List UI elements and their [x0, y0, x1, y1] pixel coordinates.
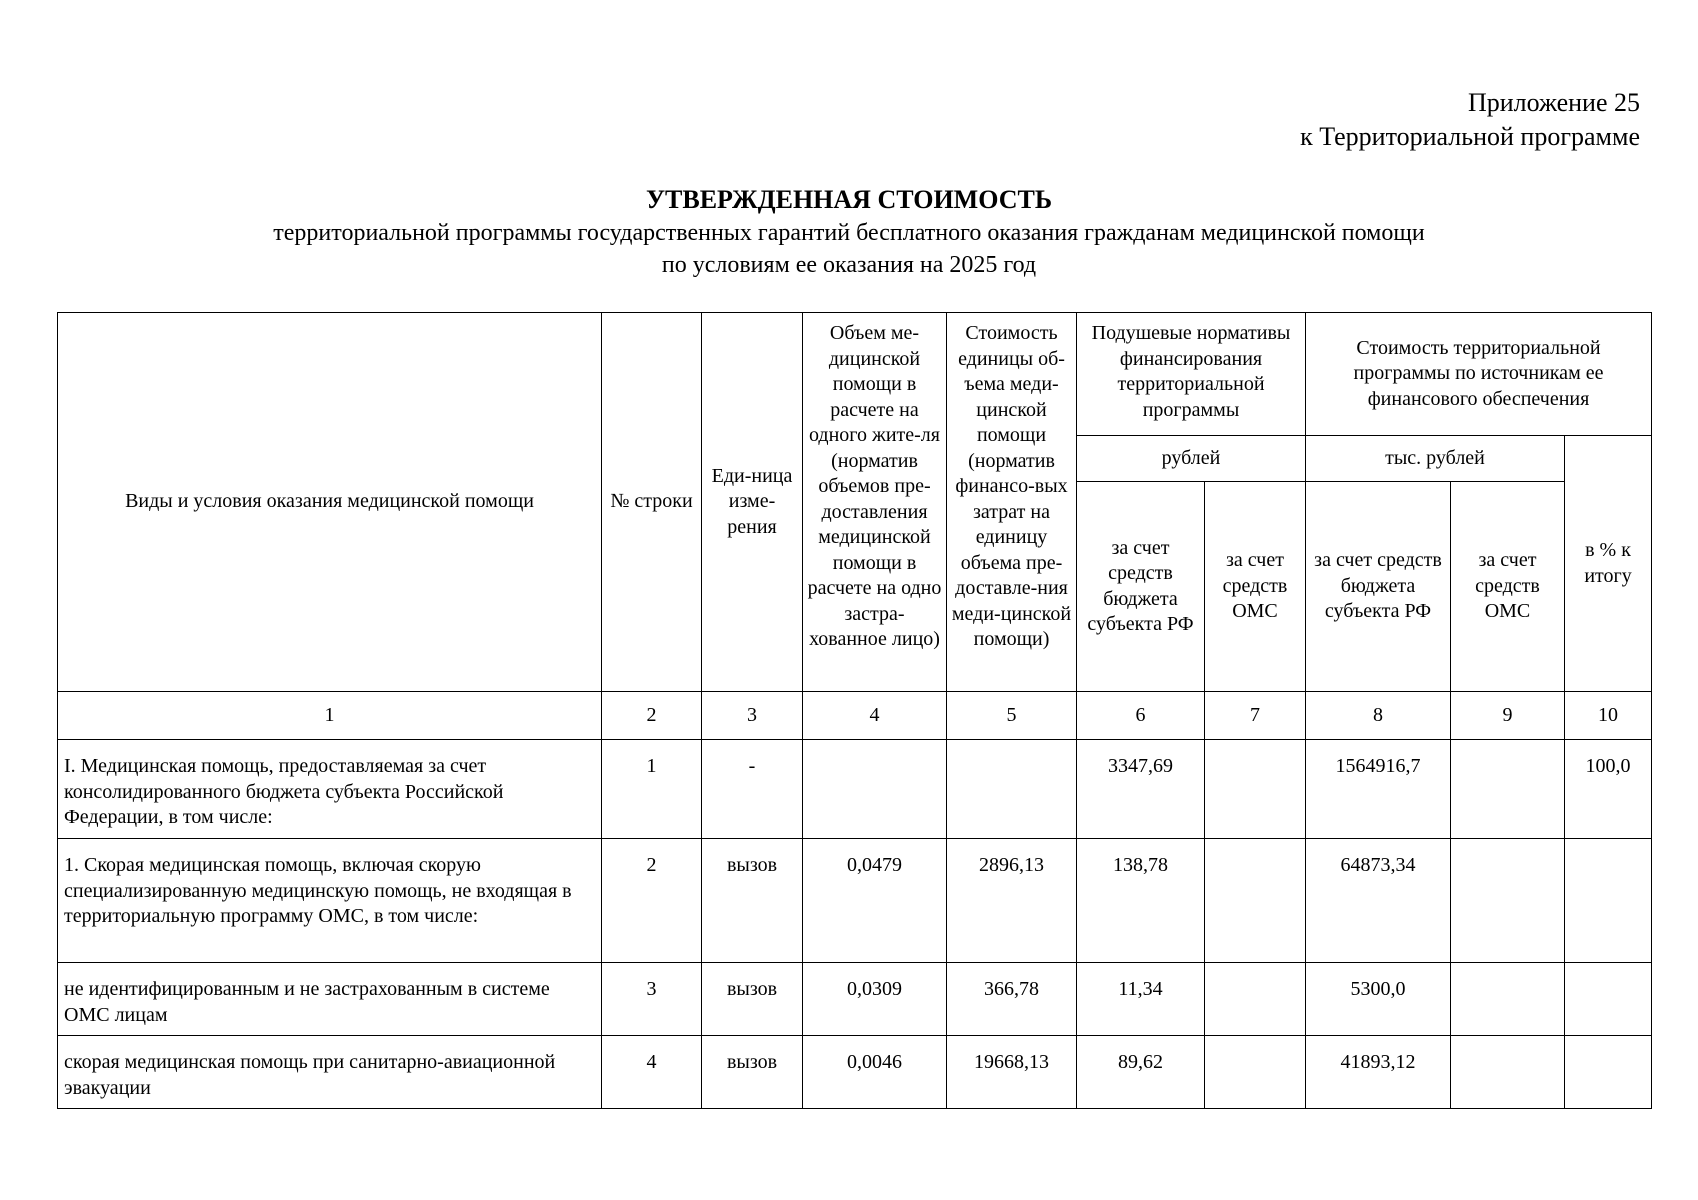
row-per-capita-oms [1205, 963, 1306, 1036]
header-unit-thousand-rubles: тыс. рублей [1306, 436, 1565, 482]
row-volume: 0,0046 [803, 1036, 947, 1109]
table-row [58, 839, 1652, 963]
column-number: 3 [702, 692, 803, 740]
row-unit: - [702, 740, 803, 839]
row-cost-budget: 5300,0 [1306, 963, 1451, 1036]
row-volume: 0,0309 [803, 963, 947, 1036]
row-per-capita-budget: 11,34 [1077, 963, 1205, 1036]
document-subtitle-line2: по условиям ее оказания на 2025 год [661, 252, 1037, 278]
row-unit-cost: 19668,13 [947, 1036, 1077, 1109]
column-number: 5 [947, 692, 1077, 740]
header-cost-oms: за счет средств ОМС [1451, 482, 1565, 692]
row-cost-oms [1451, 740, 1565, 839]
row-line-number: 2 [602, 839, 702, 963]
cost-table [57, 312, 1652, 1109]
column-number: 6 [1077, 692, 1205, 740]
header-row-1 [58, 313, 1652, 436]
header-cost-budget: за счет средств бюджета субъекта РФ [1306, 482, 1451, 692]
row-label: скорая медицинская помощь при санитарно-авиационной эвакуации [58, 1036, 602, 1109]
document-title: УТВЕРЖДЕННАЯ СТОИМОСТЬ [645, 185, 1053, 214]
row-unit-cost: 2896,13 [947, 839, 1077, 963]
row-label: I. Медицинская помощь, предоставляемая за счет консолидированного бюджета субъекта Российской Федерации, в том числе: [58, 740, 602, 839]
column-number: 2 [602, 692, 702, 740]
document-subtitle-line1: территориальной программы государственных гарантий бесплатного оказания гражданам медицинской помощи [273, 220, 1425, 246]
column-number-row [58, 692, 1652, 740]
row-line-number: 4 [602, 1036, 702, 1109]
row-cost-budget: 64873,34 [1306, 839, 1451, 963]
header-cost-group: Стоимость территориальной программы по источникам ее финансового обеспечения [1306, 313, 1652, 436]
column-number: 4 [803, 692, 947, 740]
header-per-capita-budget: за счет средств бюджета субъекта РФ [1077, 482, 1205, 692]
row-unit-cost [947, 740, 1077, 839]
row-cost-oms [1451, 1036, 1565, 1109]
row-unit: вызов [702, 963, 803, 1036]
row-volume [803, 740, 947, 839]
header-unit-rubles: рублей [1077, 436, 1306, 482]
row-per-capita-oms [1205, 1036, 1306, 1109]
column-number: 9 [1451, 692, 1565, 740]
row-cost-budget: 1564916,7 [1306, 740, 1451, 839]
row-label: 1. Скорая медицинская помощь, включая скорую специализированную медицинскую помощь, не входящая в территориальную программу ОМС, в том числе: [58, 839, 602, 963]
column-number: 10 [1565, 692, 1652, 740]
row-unit-cost: 366,78 [947, 963, 1077, 1036]
row-line-number: 3 [602, 963, 702, 1036]
column-number: 8 [1306, 692, 1451, 740]
row-cost-budget: 41893,12 [1306, 1036, 1451, 1109]
title-block [0, 183, 1698, 281]
header-care-type: Виды и условия оказания медицинской помощи [58, 313, 602, 692]
table-row [58, 963, 1652, 1036]
header-volume: Объем ме-дицинской помощи в расчете на одного жите-ля (норматив объемов пре-доставления медицинской помощи в расчете на одно застра-хованное лицо) [803, 313, 947, 692]
header-per-capita-oms: за счет средств ОМС [1205, 482, 1306, 692]
appendix-program-ref: к Территориальной программе [1300, 122, 1640, 151]
column-number: 1 [58, 692, 602, 740]
row-per-capita-budget: 138,78 [1077, 839, 1205, 963]
appendix-number: Приложение 25 [1467, 88, 1640, 117]
row-per-capita-oms [1205, 839, 1306, 963]
header-percent-of-total: в % к итогу [1565, 436, 1652, 692]
header-per-capita-group: Подушевые нормативы финансирования территориальной программы [1077, 313, 1306, 436]
row-per-capita-oms [1205, 740, 1306, 839]
row-percent [1565, 963, 1652, 1036]
table-row [58, 1036, 1652, 1109]
row-percent: 100,0 [1565, 740, 1652, 839]
row-per-capita-budget: 89,62 [1077, 1036, 1205, 1109]
header-unit-cost: Стоимость единицы об-ъема меди-цинской помощи (норматив финансо-вых затрат на единицу объема пре-доставле-ния меди-цинской помощи) [947, 313, 1077, 692]
row-unit: вызов [702, 1036, 803, 1109]
row-percent [1565, 839, 1652, 963]
row-label: не идентифицированным и не застрахованным в системе ОМС лицам [58, 963, 602, 1036]
row-per-capita-budget: 3347,69 [1077, 740, 1205, 839]
table-row [58, 740, 1652, 839]
header-unit: Еди-ница изме-рения [702, 313, 803, 692]
row-cost-oms [1451, 963, 1565, 1036]
column-number: 7 [1205, 692, 1306, 740]
row-percent [1565, 1036, 1652, 1109]
header-line-number: № строки [602, 313, 702, 692]
appendix-reference [1300, 86, 1640, 154]
row-volume: 0,0479 [803, 839, 947, 963]
row-cost-oms [1451, 839, 1565, 963]
row-line-number: 1 [602, 740, 702, 839]
row-unit: вызов [702, 839, 803, 963]
